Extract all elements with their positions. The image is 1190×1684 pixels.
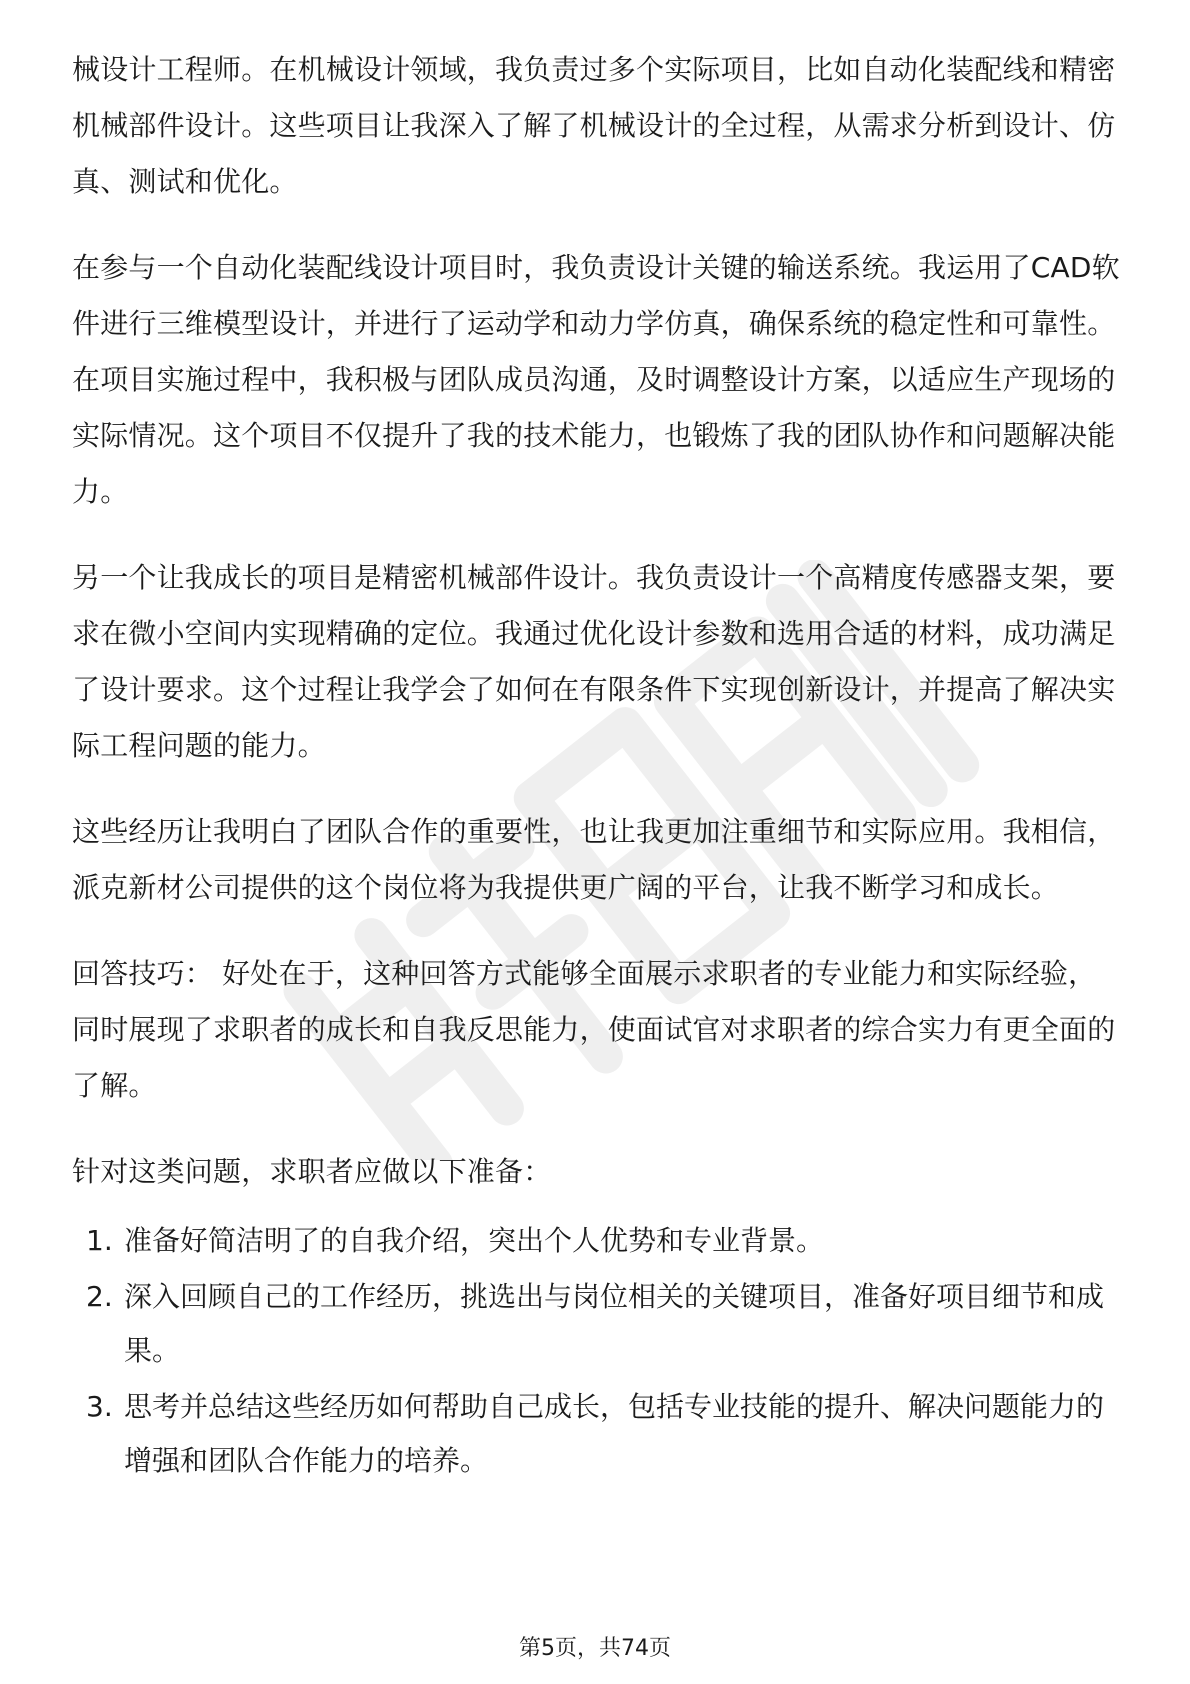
paragraph-answer-tips: 回答技巧： 好处在于，这种回答方式能够全面展示求职者的专业能力和实际经验，同时展现了求职者的成长和自我反思能力，使面试官对求职者的综合实力有更全面的了解。 [72, 957, 1116, 1102]
paragraph-conclusion: 这些经历让我明白了团队合作的重要性，也让我更加注重细节和实际应用。我相信，派克新材公司提供的这个岗位将为我提供更广阔的平台，让我不断学习和成长。 [72, 815, 1116, 904]
document-body [72, 42, 1122, 1490]
paragraph-precision-part-project: 另一个让我成长的项目是精密机械部件设计。我负责设计一个高精度传感器支架，要求在微小空间内实现精确的定位。我通过优化设计参数和选用合适的材料，成功满足了设计要求。这个过程让我学会了如何在有限条件下实现创新设计，并提高了解决实际工程问题的能力。 [72, 561, 1116, 762]
page-number-footer: 第5页，共74页 [519, 1636, 671, 1661]
list-item [72, 1270, 1122, 1378]
paragraph-intro-continued: 械设计工程师。在机械设计领域，我负责过多个实际项目，比如自动化装配线和精密机械部件设计。这些项目让我深入了解了机械设计的全过程，从需求分析到设计、仿真、测试和优化。 [72, 53, 1116, 198]
list-item-text: 思考并总结这些经历如何帮助自己成长，包括专业技能的提升、解决问题能力的增强和团队合作能力的培养。 [124, 1390, 1105, 1477]
list-item-number: 1. [86, 1224, 113, 1257]
list-item [72, 1214, 1122, 1268]
paragraph-preparation-intro: 针对这类问题，求职者应做以下准备： [72, 1155, 552, 1188]
list-item-number: 2. [86, 1280, 113, 1313]
preparation-list [72, 1214, 1122, 1488]
list-item-text: 准备好简洁明了的自我介绍，突出个人优势和专业背景。 [124, 1224, 825, 1257]
list-item-text: 深入回顾自己的工作经历，挑选出与岗位相关的关键项目，准备好项目细节和成果。 [124, 1280, 1105, 1367]
list-item [72, 1380, 1122, 1488]
list-item-number: 3. [86, 1390, 113, 1423]
paragraph-assembly-line-project: 在参与一个自动化装配线设计项目时，我负责设计关键的输送系统。我运用了CAD软件进行三维模型设计，并进行了运动学和动力学仿真，确保系统的稳定性和可靠性。在项目实施过程中，我积极与团队成员沟通，及时调整设计方案，以适应生产现场的实际情况。这个项目不仅提升了我的技术能力，也锻炼了我的团队协作和问题解决能力。 [72, 251, 1120, 508]
